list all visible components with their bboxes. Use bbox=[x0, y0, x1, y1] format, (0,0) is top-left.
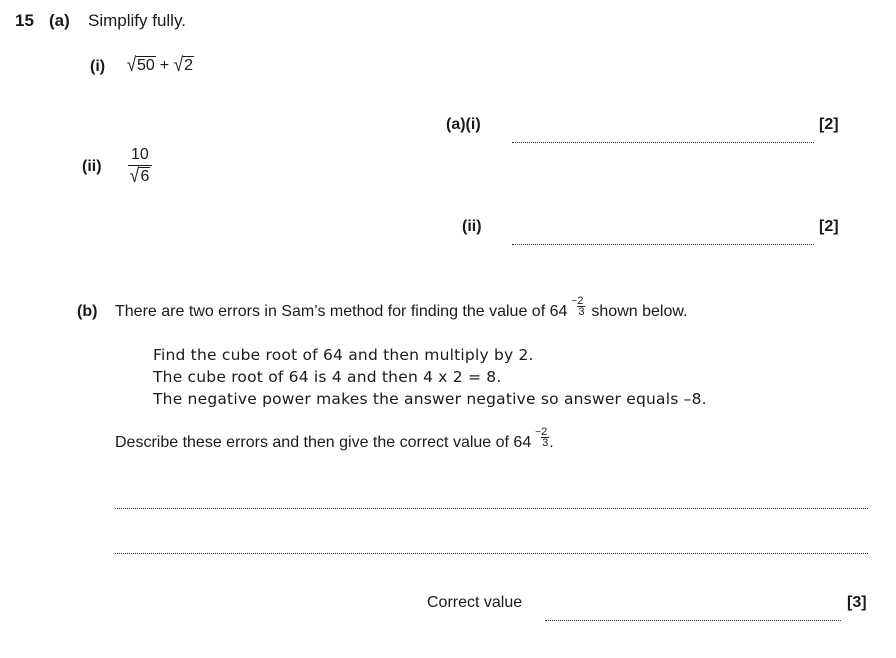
explanation-line-2[interactable] bbox=[115, 541, 868, 559]
plus-sign: + bbox=[159, 57, 170, 74]
sub-i-expression bbox=[126, 55, 194, 75]
sqrt-2: √ 2 bbox=[173, 54, 194, 76]
answer-ai-line[interactable] bbox=[512, 130, 814, 148]
answer-aii-label: (ii) bbox=[462, 218, 482, 235]
answer-aii-marks: [2] bbox=[819, 218, 839, 235]
fraction-numerator: 10 bbox=[131, 146, 149, 163]
correct-value-marks: [3] bbox=[847, 594, 867, 611]
answer-aii-line[interactable] bbox=[512, 232, 814, 250]
correct-value-label: Correct value bbox=[427, 594, 523, 611]
sam-method-line: Find the cube root of 64 and then multiply by 2. bbox=[153, 346, 534, 364]
sqrt-50: √ 50 bbox=[126, 54, 155, 76]
part-b-statement bbox=[115, 295, 688, 330]
sam-method-line: The cube root of 64 is 4 and then 4 x 2 = 8. bbox=[153, 368, 502, 386]
answer-ai-label: (a)(i) bbox=[446, 116, 481, 133]
sub-ii-fraction bbox=[128, 145, 152, 189]
sub-i-label: (i) bbox=[90, 58, 106, 75]
sub-ii-label: (ii) bbox=[82, 158, 102, 175]
answer-ai-marks: [2] bbox=[819, 116, 839, 133]
describe-instruction bbox=[115, 426, 554, 461]
question-number: 15 bbox=[15, 11, 34, 30]
sam-method-line: The negative power makes the answer negative so answer equals –8. bbox=[153, 390, 707, 408]
sqrt-6: √ 6 bbox=[130, 165, 150, 187]
part-a-label: (a) bbox=[49, 11, 70, 30]
explanation-line-1[interactable] bbox=[115, 496, 868, 514]
part-b-text: There are two errors in Sam’s method for finding the value of 64 bbox=[115, 303, 568, 320]
part-b-label: (b) bbox=[77, 303, 98, 320]
describe-text: Describe these errors and then give the correct value of 64 bbox=[115, 434, 532, 451]
part-b-text-after: shown below. bbox=[591, 303, 688, 320]
describe-period: . bbox=[549, 434, 554, 451]
part-a-instruction: Simplify fully. bbox=[88, 11, 186, 30]
exponent-minus-two-thirds: − 2 3 bbox=[535, 426, 549, 449]
exponent-minus-two-thirds: − 2 3 bbox=[571, 295, 585, 318]
correct-value-line[interactable] bbox=[545, 608, 841, 626]
sam-method bbox=[153, 344, 707, 410]
